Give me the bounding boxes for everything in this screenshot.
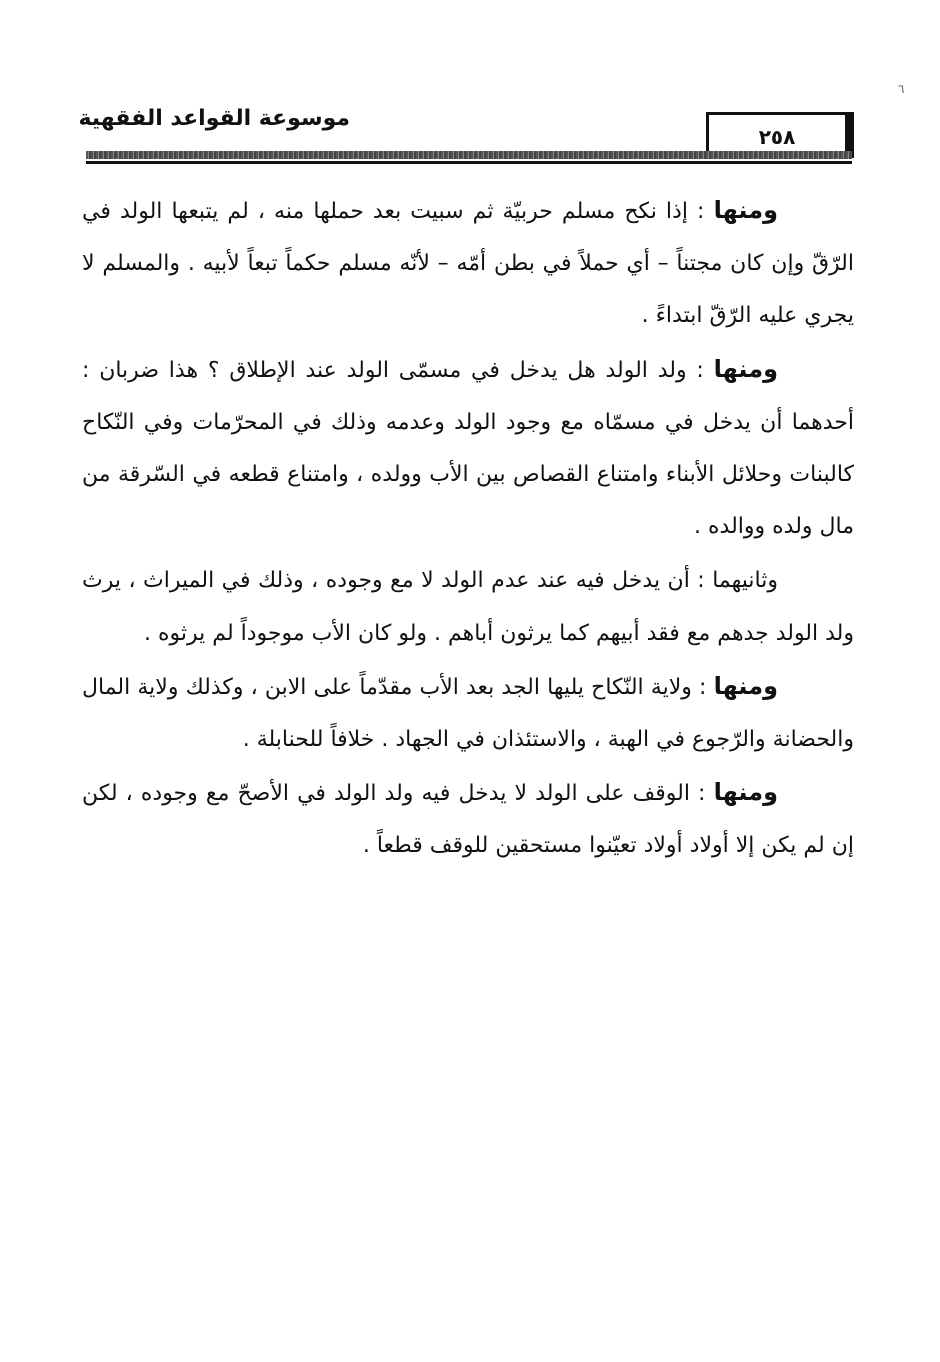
paragraph-text: : ولد الولد هل يدخل في مسمّى الولد عند الإطلاق ؟ هذا ضربان : أحدهما أن يدخل في مسمّاه مع وجود الولد وعدمه وذلك في المحرّمات وفي النّكاح كالبنات وحلائل الأبناء وامتناع القصاص بين الأب وولده ، وامتناع قطعه في السّرقة من مال ولده ووالده . <box>82 357 854 540</box>
page-header <box>78 104 852 164</box>
running-title: موسوعة القواعد الفقهية <box>78 106 350 131</box>
paragraph-lead: ومنها <box>713 354 778 383</box>
paragraph <box>82 553 854 659</box>
paragraph-lead: ومنها <box>713 778 778 807</box>
paragraph-text: : ولاية النّكاح يليها الجد بعد الأب مقدّماً على الابن ، وكذلك ولاية المال والحضانة والرّجوع في الهبة ، والاستئذان في الجهاد . خلافاً للحنابلة . <box>82 674 854 753</box>
paragraph <box>82 766 854 872</box>
header-rule-textured <box>86 151 852 159</box>
paragraph-text: وثانيهما : أن يدخل فيه عند عدم الولد لا مع وجوده ، وذلك في الميراث ، يرث ولد الولد جدهم مع فقد أبيهم كما يرثون أباهم . ولو كان الأب موجوداً لم يرثوه . <box>82 568 854 646</box>
paragraph-text: : الوقف على الولد لا يدخل فيه ولد الولد في الأصحّ مع وجوده ، لكن إن لم يكن إلا أولاد أولاد تعيّنوا مستحقين للوقف قطعاً . <box>82 781 854 859</box>
paragraph-text: : إذا نكح مسلم حربيّة ثم سبيت بعد حملها منه ، لم يتبعها الولد في الرّقّ وإن كان مجتناً – أي حملاً في بطن أمّه – لأنّه مسلم حكماً تبعاً لأبيه . والمسلم لا يجري عليه الرّقّ ابتداءً . <box>82 199 854 329</box>
paragraph-lead: ومنها <box>713 671 778 700</box>
paragraph <box>82 184 854 343</box>
page-number: ٢٥٨ <box>706 112 854 158</box>
paragraph <box>82 343 854 554</box>
page-body <box>82 184 854 873</box>
paragraph-lead: ومنها <box>713 196 778 224</box>
corner-mark: ٦ <box>898 82 905 96</box>
header-rule <box>86 161 852 164</box>
paragraph <box>82 660 854 766</box>
